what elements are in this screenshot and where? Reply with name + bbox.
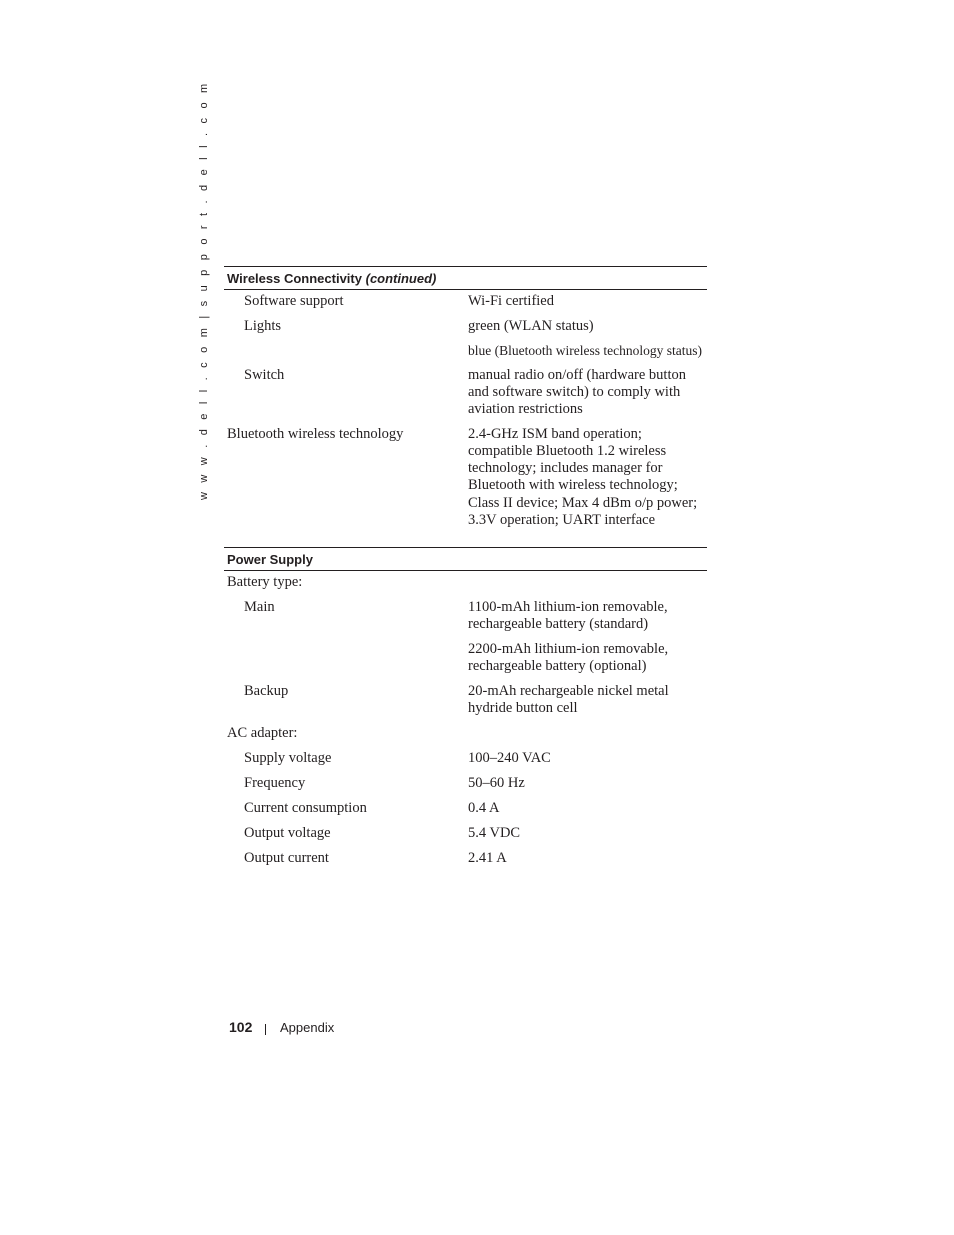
row-label-lights: Lights: [244, 318, 282, 334]
row-label-frequency: Frequency: [244, 775, 306, 791]
row-label-output-voltage: Output voltage: [244, 825, 331, 841]
row-value-bluetooth-line4: Bluetooth with wireless technology;: [468, 477, 678, 493]
row-value-supply-voltage: 100–240 VAC: [468, 750, 551, 766]
footer-divider: [265, 1024, 266, 1035]
section-title: Wireless Connectivity: [227, 271, 362, 286]
row-value-switch-line3: aviation restrictions: [468, 401, 583, 417]
row-value-main-optional-line2: rechargeable battery (optional): [468, 658, 647, 674]
row-value-bluetooth-line6: 3.3V operation; UART interface: [468, 512, 656, 528]
row-value-frequency: 50–60 Hz: [468, 775, 525, 791]
row-value-bluetooth-line3: technology; includes manager for: [468, 460, 663, 476]
row-label-bluetooth: Bluetooth wireless technology: [227, 426, 404, 442]
row-value-bluetooth-line5: Class II device; Max 4 dBm o/p power;: [468, 495, 698, 511]
wireless-connectivity-header: [224, 266, 707, 290]
row-value-bluetooth-line1: 2.4-GHz ISM band operation;: [468, 426, 642, 442]
row-label-software-support: Software support: [244, 293, 344, 309]
ac-adapter-label: AC adapter:: [227, 725, 298, 741]
battery-type-label: Battery type:: [227, 574, 303, 590]
row-value-current-consumption: 0.4 A: [468, 800, 500, 816]
row-label-supply-voltage: Supply voltage: [244, 750, 332, 766]
row-value-main-line1: 1100-mAh lithium-ion removable,: [468, 599, 668, 615]
row-label-current-consumption: Current consumption: [244, 800, 367, 816]
row-value-main-line2: rechargeable battery (standard): [468, 616, 649, 632]
row-label-backup: Backup: [244, 683, 289, 699]
row-label-output-current: Output current: [244, 850, 329, 866]
row-label-switch: Switch: [244, 367, 285, 383]
row-value-backup-line1: 20-mAh rechargeable nickel metal: [468, 683, 669, 699]
row-value-switch-line1: manual radio on/off (hardware button: [468, 367, 686, 383]
row-value-software-support: Wi-Fi certified: [468, 293, 554, 309]
row-value-lights-blue: blue (Bluetooth wireless technology status): [468, 343, 702, 358]
sidebar-url: w w w . d e l l . c o m | s u p p o r t . d e l l . c o m: [198, 80, 210, 500]
footer-section-title: Appendix: [280, 1020, 335, 1035]
row-value-bluetooth-line2: compatible Bluetooth 1.2 wireless: [468, 443, 667, 459]
page-number: 102: [229, 1019, 253, 1035]
row-value-backup-line2: hydride button cell: [468, 700, 578, 716]
row-label-main: Main: [244, 599, 275, 615]
row-value-main-optional-line1: 2200-mAh lithium-ion removable,: [468, 641, 669, 657]
row-value-lights-green: green (WLAN status): [468, 318, 594, 334]
section-title: Power Supply: [227, 552, 313, 567]
continued-label: (continued): [365, 271, 437, 286]
row-value-output-voltage: 5.4 VDC: [468, 825, 521, 841]
row-value-switch-line2: and software switch) to comply with: [468, 384, 681, 400]
power-supply-header: [224, 547, 707, 571]
row-value-output-current: 2.41 A: [468, 850, 507, 866]
